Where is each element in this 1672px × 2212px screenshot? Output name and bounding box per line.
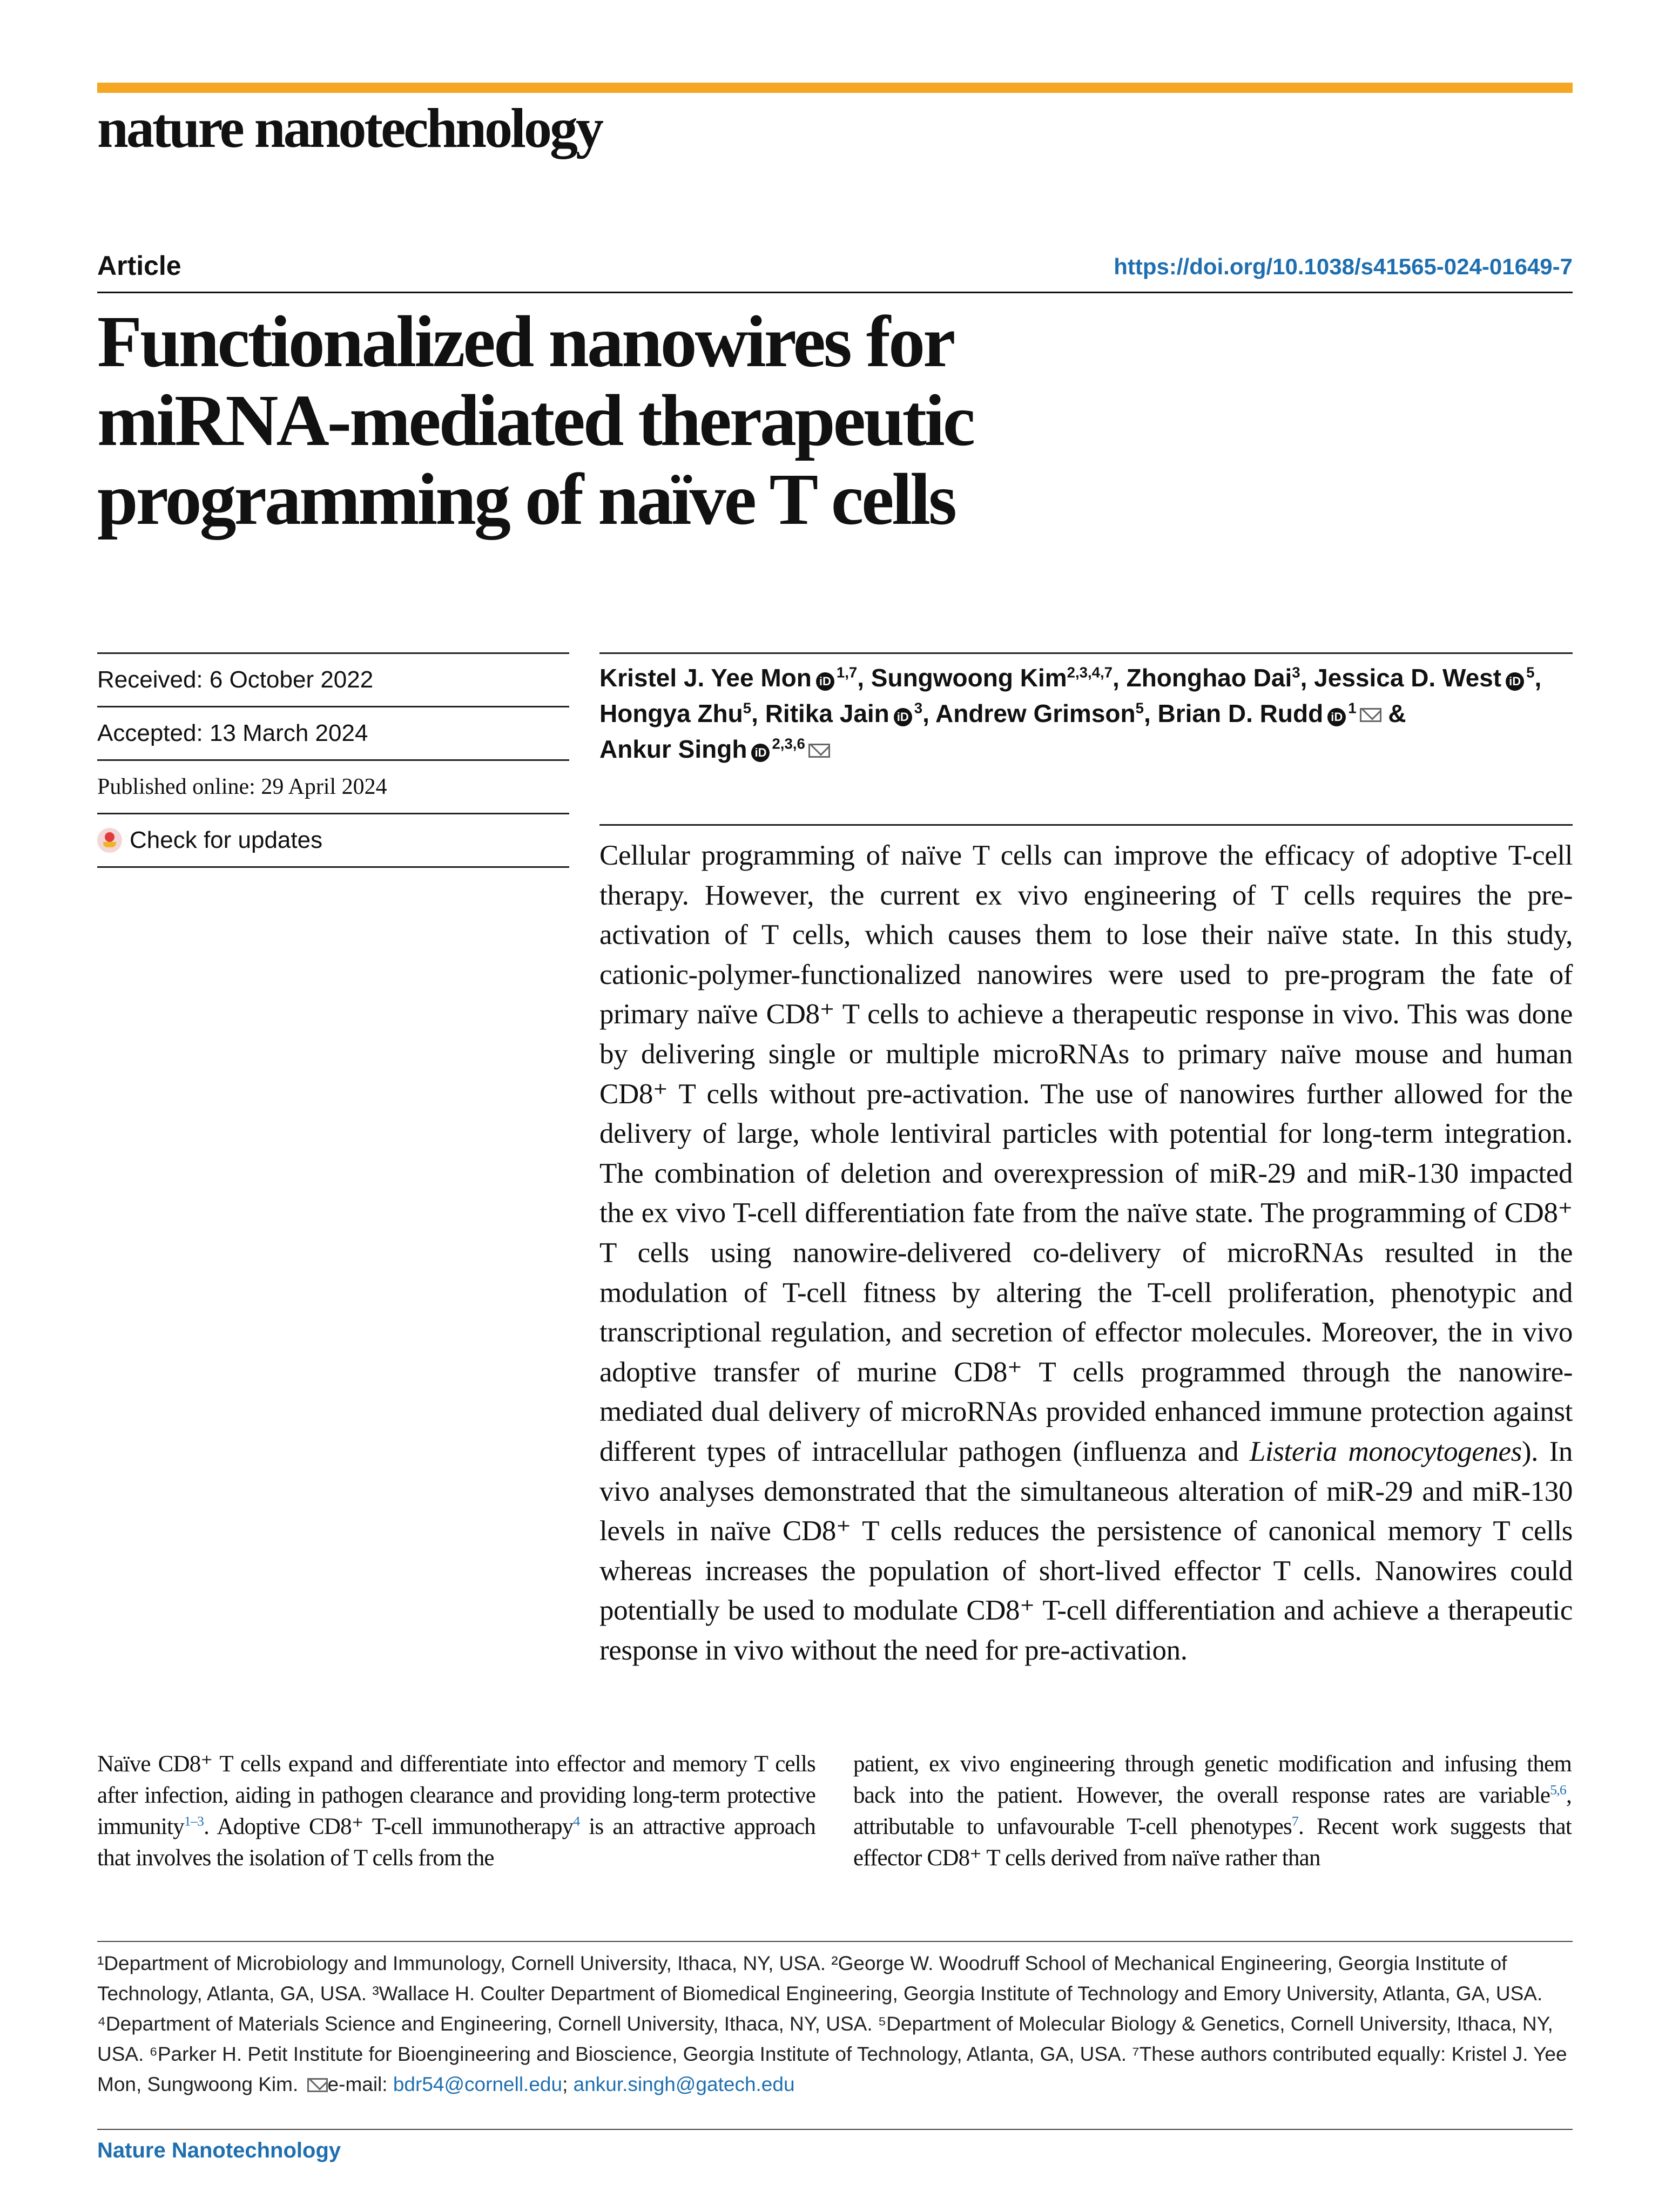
- crossmark-icon: [97, 828, 122, 853]
- citation-link[interactable]: 5,6: [1550, 1782, 1567, 1798]
- affiliation-sup: 1: [1348, 699, 1357, 717]
- author-name[interactable]: Ankur Singh: [599, 735, 747, 763]
- abstract: Cellular programming of naïve T cells can improve the efficacy of adoptive T-cell therapy. However, the current ex vivo engineering of T cells requires the pre-activation of T cells, which causes them to lose their naïve state. In this study, cationic-polymer-functionalized nanowires were used to pre-program the fate of primary naïve CD8⁺ T cells to achieve a therapeutic response in vivo. This was done by delivering single or multiple microRNAs to primary naïve mouse and human CD8⁺ T cells without pre-activation. The use of nanowires further allowed for the delivery of large, whole lentiviral particles with potential for long-term integration. The combination of deletion and overexpression of miR-29 and miR-130 impacted the ex vivo T-cell differentiation fate from the naïve state. The programming of CD8⁺ T cells using nanowire-delivered co-delivery of microRNAs resulted in the modulation of T-cell fitness by altering the T-cell proliferation, phenotypic and transcriptional regulation, and secretion of effector molecules. Moreover, the in vivo adoptive transfer of murine CD8⁺ T cells programmed through the nanowire-mediated dual delivery of microRNAs provided enhanced immune protection against different types of intracellular pathogen (influenza and Listeria monocytogenes). In vivo analyses demonstrated that the simultaneous alteration of miR-29 and miR-130 levels in naïve CD8⁺ T cells reduces the persistence of canonical memory T cells whereas increases the population of short-lived effector T cells. Nanowires could potentially be used to modulate CD8⁺ T-cell differentiation and achieve a therapeutic response in vivo without the need for pre-activation.: [599, 840, 1573, 1666]
- mail-icon: [307, 2078, 328, 2092]
- author-name[interactable]: Zhonghao Dai: [1126, 664, 1292, 692]
- author-name[interactable]: Brian D. Rudd: [1157, 699, 1324, 727]
- species-name: Listeria monocytogenes: [1249, 1435, 1522, 1467]
- footnote-divider: [97, 1941, 1573, 1942]
- citation-link[interactable]: 1–3: [184, 1813, 204, 1829]
- accent-bar: [97, 83, 1573, 93]
- meta-divider: [97, 866, 569, 868]
- citation-link[interactable]: 4: [573, 1813, 580, 1829]
- affiliation-sup: 2,3,4,7: [1067, 664, 1113, 681]
- body-column-right: patient, ex vivo engineering through genetic modification and infusing them back into the patient. However, the overall response rates are variable$^{5,6}$, attributable to unfavourable T-cell phenotypes$^7$. Recent work suggests that effector CD8⁺ T cells derived from naïve rather than: [853, 1751, 1572, 1871]
- affiliation-sup: 5: [1526, 664, 1535, 681]
- orcid-icon[interactable]: iD: [816, 672, 834, 691]
- journal-logo: nature nanotechnology: [97, 97, 602, 159]
- check-for-updates-button[interactable]: [97, 814, 569, 866]
- orcid-icon[interactable]: iD: [751, 744, 770, 762]
- footer-divider: [97, 2129, 1573, 2130]
- author-name[interactable]: Hongya Zhu: [599, 699, 743, 727]
- orcid-icon[interactable]: iD: [1506, 672, 1524, 691]
- affiliation-sup: 1,7: [836, 664, 858, 681]
- title-divider: [97, 292, 1573, 293]
- footer-journal-name: Nature Nanotechnology: [97, 2139, 341, 2162]
- author-name[interactable]: Jessica D. West: [1314, 664, 1502, 692]
- affiliation-sup: 5: [1135, 699, 1144, 717]
- affiliation-sup: 3: [1292, 664, 1300, 681]
- body-column-left: Naïve CD8⁺ T cells expand and differentiate into effector and memory T cells after infection, aiding in pathogen clearance and providing long-term protective immunity$^{1-3}$. Adoptive CD8⁺ T-cell immunotherapy$^4$ is an attractive approach that involves the isolation of T cells from the: [97, 1751, 815, 1871]
- author-name[interactable]: Ritika Jain: [765, 699, 889, 727]
- accepted-date: Accepted: 13 March 2024: [97, 720, 368, 746]
- mail-icon[interactable]: [808, 744, 830, 758]
- authors-divider: [599, 652, 1573, 654]
- affiliation-sup: 3: [914, 699, 923, 717]
- received-date: Received: 6 October 2022: [97, 666, 374, 693]
- affiliation-sup: 2,3,6: [772, 735, 805, 752]
- mail-icon[interactable]: [1360, 708, 1381, 722]
- author-list: Kristel J. Yee Mon iD$^{1,7}$, Sungwoong Kim$^{2,3,4,7}$, Zhonghao Dai$^3$, Jessica D. West $iD^5$, Hongya Zhu$^5$, Ritika Jain $iD^3$, Andrew Grimson$^5$, Brian D. Rudd $iD^1$ & Ankur Singh iD$^{2,3,6}$: [599, 664, 1542, 763]
- email-link-singh[interactable]: ankur.singh@gatech.edu: [573, 2073, 795, 2095]
- affiliation-sup: 5: [743, 699, 752, 717]
- abstract-divider: [599, 824, 1573, 826]
- citation-link[interactable]: 7: [1291, 1813, 1299, 1829]
- author-name[interactable]: Sungwoong Kim: [871, 664, 1067, 692]
- doi-link[interactable]: https://doi.org/10.1038/s41565-024-01649-7: [1114, 254, 1573, 279]
- author-name[interactable]: Kristel J. Yee Mon: [599, 664, 812, 692]
- orcid-icon[interactable]: iD: [894, 708, 912, 726]
- email-link-rudd[interactable]: bdr54@cornell.edu: [393, 2073, 563, 2095]
- affiliations-footnote: ¹Department of Microbiology and Immunology, Cornell University, Ithaca, NY, USA. ²George W. Woodruff School of Mechanical Engineering, Georgia Institute of Technology, Atlanta, GA, USA. ³Wallace H. Coulter Department of Biomedical Engineering, Georgia Institute of Technology and Emory University, Atlanta, GA, USA. ⁴Department of Materials Science and Engineering, Cornell University, Ithaca, NY, USA. ⁵Department of Molecular Biology & Genetics, Cornell University, Ithaca, NY, USA. ⁶Parker H. Petit Institute for Bioengineering and Bioscience, Georgia Institute of Technology, Atlanta, GA, USA. ⁷These authors contributed equally: Kristel J. Yee Mon, Sungwoong Kim. e-mail: bdr54@cornell.edu; ankur.singh@gatech.edu: [97, 1952, 1567, 2095]
- article-title: Functionalized nanowires for miRNA-mediated therapeutic programming of naïve T cells: [97, 301, 974, 540]
- check-for-updates-label: Check for updates: [130, 827, 323, 853]
- orcid-icon[interactable]: iD: [1327, 708, 1346, 726]
- article-history-panel: [97, 652, 569, 868]
- article-type-label: Article: [97, 251, 181, 281]
- published-date: Published online: 29 April 2024: [97, 774, 387, 799]
- author-name[interactable]: Andrew Grimson: [935, 699, 1136, 727]
